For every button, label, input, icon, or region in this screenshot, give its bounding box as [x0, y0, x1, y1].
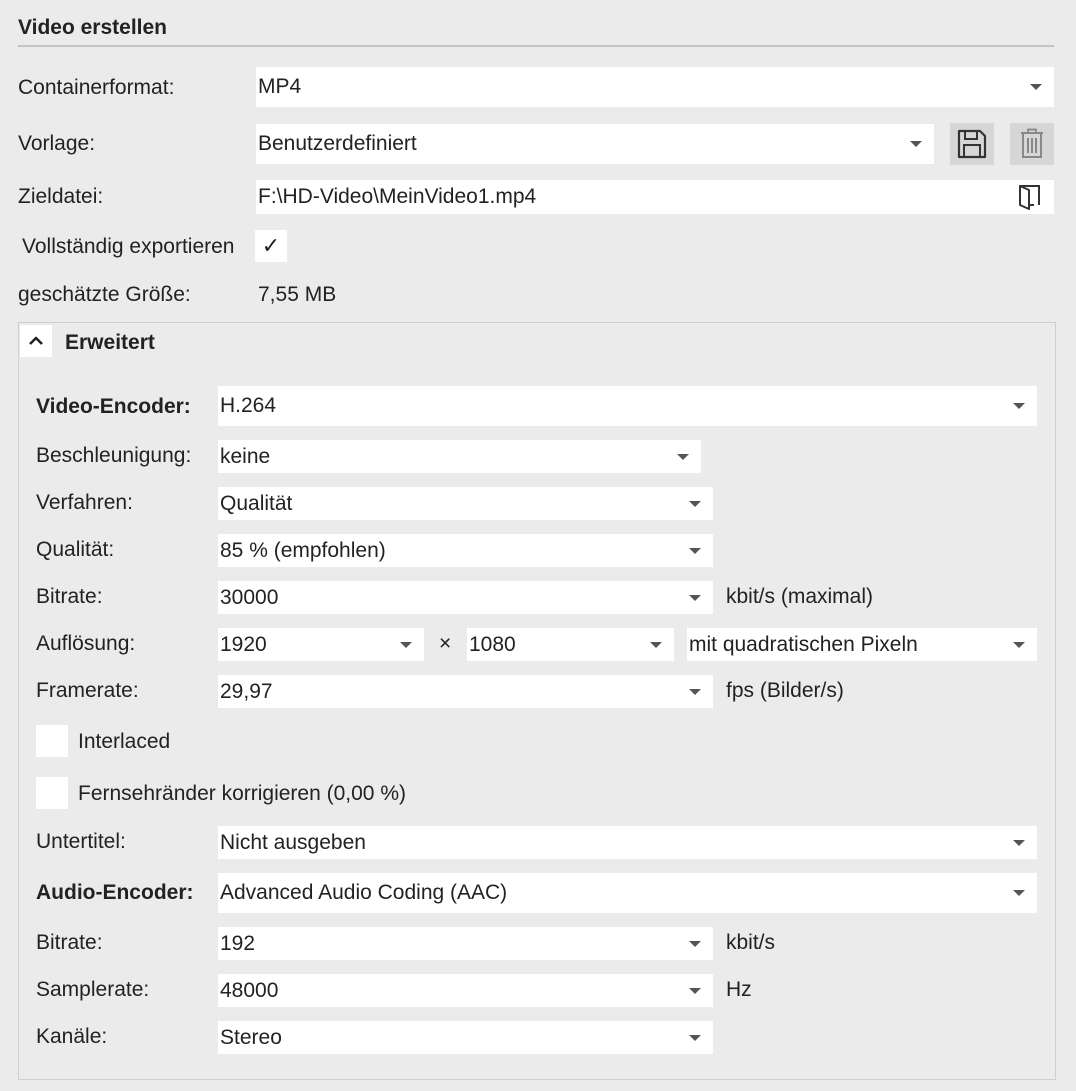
chevron-down-icon: [1013, 642, 1025, 648]
video-bitrate-label: Bitrate:: [36, 585, 103, 608]
chevron-down-icon: [689, 988, 701, 994]
container-format-dropdown[interactable]: [256, 67, 1054, 107]
resolution-height-value: 1080: [469, 632, 516, 656]
save-template-button[interactable]: [950, 123, 994, 165]
browse-file-button[interactable]: [1016, 183, 1044, 211]
chevron-down-icon: [650, 642, 662, 648]
template-label: Vorlage:: [18, 132, 96, 155]
target-file-value: F:\HD-Video\MeinVideo1.mp4: [258, 185, 537, 208]
video-bitrate-unit: kbit/s (maximal): [726, 585, 874, 608]
audio-bitrate-value: 192: [220, 931, 256, 955]
channels-dropdown[interactable]: [218, 1021, 713, 1054]
export-full-checkbox[interactable]: [255, 230, 287, 262]
checkmark-icon: ✓: [261, 233, 281, 258]
samplerate-value: 48000: [220, 978, 279, 1002]
chevron-down-icon: [910, 141, 922, 147]
tv-borders-checkbox[interactable]: [36, 777, 68, 809]
audio-bitrate-dropdown[interactable]: [218, 927, 713, 960]
chevron-down-icon: [1013, 840, 1025, 846]
chevron-down-icon: [1013, 403, 1025, 409]
resolution-separator: ×: [439, 632, 452, 655]
chevron-down-icon: [689, 501, 701, 507]
chevron-down-icon: [400, 642, 412, 648]
chevron-down-icon: [689, 595, 701, 601]
estimated-size-value: 7,55 MB: [258, 283, 337, 306]
subtitles-label: Untertitel:: [36, 830, 126, 853]
framerate-unit: fps (Bilder/s): [726, 679, 844, 702]
chevron-down-icon: [1030, 84, 1042, 90]
chevron-down-icon: [689, 941, 701, 947]
chevron-down-icon: [1013, 890, 1025, 896]
audio-encoder-label: Audio-Encoder:: [36, 881, 194, 904]
video-bitrate-value: 30000: [220, 585, 279, 609]
interlaced-label: Interlaced: [78, 730, 171, 753]
export-full-label: Vollständig exportieren: [22, 235, 235, 258]
resolution-width-combobox[interactable]: [218, 628, 424, 661]
subtitles-value: Nicht ausgeben: [220, 830, 366, 854]
video-encoder-dropdown[interactable]: [218, 386, 1037, 426]
tv-borders-label: Fernsehränder korrigieren (0,00 %): [78, 782, 406, 805]
channels-value: Stereo: [220, 1025, 282, 1049]
audio-encoder-value: Advanced Audio Coding (AAC): [220, 881, 508, 904]
trash-icon: [1017, 128, 1047, 160]
chevron-up-icon: [28, 335, 44, 347]
title-divider: [18, 45, 1054, 47]
page-title: Video erstellen: [18, 16, 168, 39]
framerate-combobox[interactable]: [218, 675, 713, 708]
acceleration-label: Beschleunigung:: [36, 444, 192, 467]
advanced-collapse-button[interactable]: [20, 325, 52, 357]
target-file-label: Zieldatei:: [18, 185, 104, 208]
subtitles-dropdown[interactable]: [218, 826, 1037, 859]
chevron-down-icon: [689, 548, 701, 554]
acceleration-dropdown[interactable]: [218, 440, 701, 473]
template-dropdown[interactable]: [256, 124, 934, 164]
container-format-label: Containerformat:: [18, 76, 175, 99]
pixel-mode-value: mit quadratischen Pixeln: [689, 632, 918, 656]
quality-label: Qualität:: [36, 538, 115, 561]
samplerate-label: Samplerate:: [36, 978, 150, 1001]
framerate-label: Framerate:: [36, 679, 139, 702]
template-value: Benutzerdefiniert: [258, 132, 417, 155]
quality-value: 85 % (empfohlen): [220, 538, 386, 562]
audio-bitrate-label: Bitrate:: [36, 931, 103, 954]
video-bitrate-combobox[interactable]: [218, 581, 713, 614]
advanced-title: Erweitert: [65, 331, 155, 354]
framerate-value: 29,97: [220, 679, 273, 703]
floppy-disk-icon: [956, 128, 988, 160]
acceleration-value: keine: [220, 444, 271, 468]
delete-template-button[interactable]: [1010, 123, 1054, 165]
audio-encoder-dropdown[interactable]: [218, 873, 1037, 913]
chevron-down-icon: [677, 454, 689, 460]
interlaced-checkbox[interactable]: [36, 725, 68, 757]
samplerate-unit: Hz: [726, 978, 752, 1001]
video-encoder-value: H.264: [220, 394, 277, 417]
container-format-value: MP4: [258, 75, 302, 98]
resolution-height-combobox[interactable]: [467, 628, 674, 661]
target-file-input[interactable]: [256, 180, 1054, 214]
method-value: Qualität: [220, 491, 293, 515]
resolution-width-value: 1920: [220, 632, 267, 656]
chevron-down-icon: [689, 1035, 701, 1041]
chevron-down-icon: [689, 689, 701, 695]
video-encoder-label: Video-Encoder:: [36, 395, 191, 418]
samplerate-dropdown[interactable]: [218, 974, 713, 1007]
audio-bitrate-unit: kbit/s: [726, 931, 776, 954]
method-dropdown[interactable]: [218, 487, 713, 520]
resolution-label: Auflösung:: [36, 632, 136, 655]
quality-dropdown[interactable]: [218, 534, 713, 567]
channels-label: Kanäle:: [36, 1025, 108, 1048]
pixel-mode-dropdown[interactable]: [687, 628, 1037, 661]
method-label: Verfahren:: [36, 491, 133, 514]
folder-open-icon: [1016, 183, 1044, 211]
estimated-size-label: geschätzte Größe:: [18, 283, 191, 306]
